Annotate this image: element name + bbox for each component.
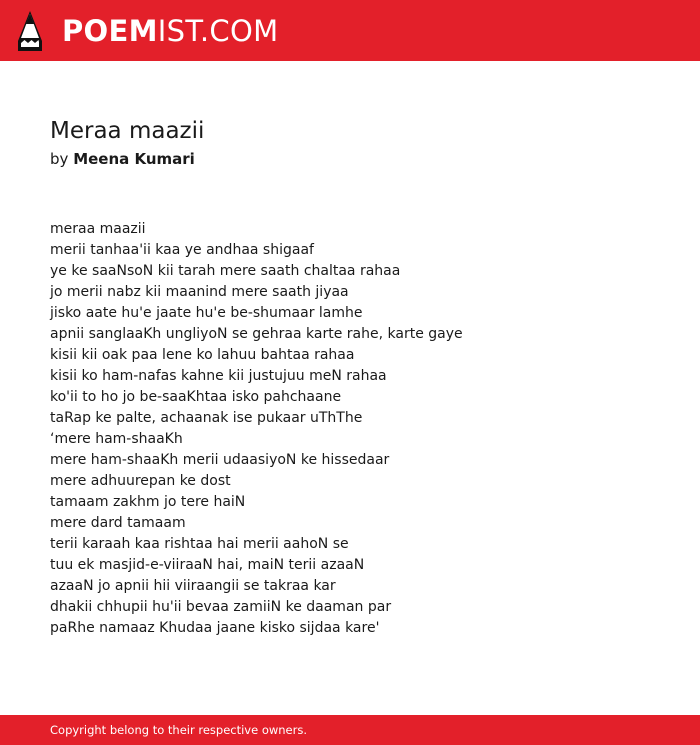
poem-body xyxy=(50,219,670,639)
poem-line: kisii kii oak paa lene ko lahuu bahtaa rahaa xyxy=(50,347,355,363)
site-logo-text: POEMIST.COM xyxy=(62,14,279,48)
poem-line: tuu ek masjid-e-viiraaN hai, maiN terii azaaN xyxy=(50,557,365,573)
copyright-text: Copyright belong to their respective owners. xyxy=(50,723,308,737)
poem-header xyxy=(50,116,670,169)
poem-line: terii karaah kaa rishtaa hai merii aahoN se xyxy=(50,536,349,552)
poem-line: ye ke saaNsoN kii tarah mere saath chaltaa rahaa xyxy=(50,263,401,279)
poem-line: jo merii nabz kii maanind mere saath jiyaa xyxy=(50,284,349,300)
poem-line: mere ham-shaaKh merii udaasiyoN ke hissedaar xyxy=(50,452,390,468)
byline xyxy=(50,149,670,169)
poem-line: ‘mere ham-shaaKh xyxy=(50,431,183,447)
author-link[interactable]: Meena Kumari xyxy=(73,150,195,168)
poem-line: tamaam zakhm jo tere haiN xyxy=(50,494,246,510)
site-header xyxy=(0,0,700,61)
poem-line: mere dard tamaam xyxy=(50,515,186,531)
poem-line: apnii sanglaaKh ungliyoN se gehraa karte rahe, karte gaye xyxy=(50,326,463,342)
poem-line: paRhe namaaz Khudaa jaane kisko sijdaa kare' xyxy=(50,620,380,636)
pencil-tip-icon xyxy=(17,10,43,52)
poem-line: kisii ko ham-nafas kahne kii justujuu meN rahaa xyxy=(50,368,387,384)
by-label: by xyxy=(50,150,69,168)
poem-title: Meraa maazii xyxy=(50,118,205,144)
site-footer xyxy=(0,715,700,745)
poem-line: dhakii chhupii hu'ii bevaa zamiiN ke daaman par xyxy=(50,599,392,615)
poem-line: merii tanhaa'ii kaa ye andhaa shigaaf xyxy=(50,242,314,258)
poem-line: jisko aate hu'e jaate hu'e be-shumaar lamhe xyxy=(50,305,363,321)
poem-line: mere adhuurepan ke dost xyxy=(50,473,231,489)
poem-line: ko'ii to ho jo be-saaKhtaa isko pahchaane xyxy=(50,389,342,405)
poem-line: meraa maazii xyxy=(50,221,146,237)
poem-line: taRap ke palte, achaanak ise pukaar uThThe xyxy=(50,410,363,426)
site-logo-link[interactable] xyxy=(17,10,278,52)
poem-line: azaaN jo apnii hii viiraangii se takraa kar xyxy=(50,578,336,594)
